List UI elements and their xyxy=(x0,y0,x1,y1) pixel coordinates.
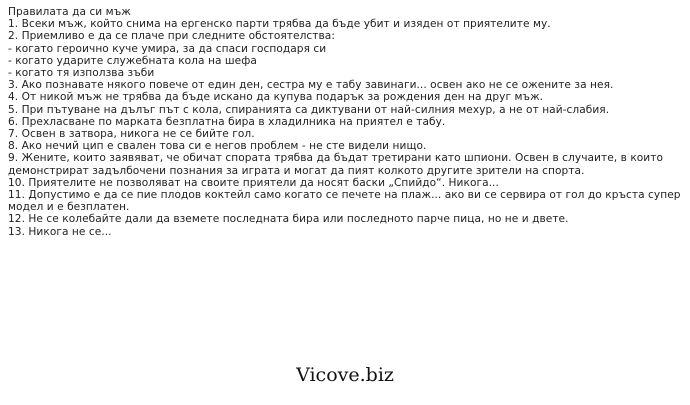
rule-line: 7. Освен в затвора, никога не се бийте гол. xyxy=(8,128,255,141)
rule-line: 5. При пътуване на дълъг път с кола, спиранията са диктувани от най-силния мехур, а не от най-слабия. xyxy=(8,103,610,116)
rule-line: 11. Допустимо е да се пие плодов коктейл само когато се печете на плаж... ако ви се сервира от гол до кръста супер модел и е безплатен. xyxy=(8,189,681,214)
rule-subitem: - когато тя използва зъби xyxy=(8,67,155,80)
document-title: Правилата да си мъж xyxy=(8,6,131,18)
rule-subitem: - когато ударите служебната кола на шефа xyxy=(8,54,257,67)
rule-line: 13. Никога не се... xyxy=(8,225,112,238)
document-body xyxy=(8,6,682,238)
rule-line: 1. Всеки мъж, който снима на ергенско парти трябва да бъде убит и изяден от приятелите му. xyxy=(8,18,551,31)
rule-line: 9. Жените, които заявяват, че обичат спората трябва да бъдат третирани като шпиони. Освен в случаите, в които демонстрират задълбочени познания за играта и могат да пият колкото другите зрители на спорта. xyxy=(8,152,663,177)
rule-subitem: - когато героично куче умира, за да спаси господаря си xyxy=(8,42,327,55)
rule-line: 12. Не се колебайте дали да вземете последната бира или последното парче пица, но не и двете. xyxy=(8,213,569,226)
rule-line: 10. Приятелите не позволяват на своите приятели да носят баски „Спийдо“. Никога... xyxy=(8,176,499,189)
rule-line: 3. Ако познавате някого повече от един ден, сестра му е табу завинаги... освен ако не се ожените за нея. xyxy=(8,79,614,92)
rule-line: 8. Ако нечий цип е свален това си е негов проблем - не сте видели нищо. xyxy=(8,140,427,153)
rule-line: 6. Прехласване по марката безплатна бира в хладилника на приятел е табу. xyxy=(8,115,446,128)
rule-line: 2. Приемливо е да се плаче при следните обстоятелства: xyxy=(8,30,335,43)
rule-line: 4. От никой мъж не трябва да бъде искано да купува подарък за рождения ден на друг мъж. xyxy=(8,91,544,104)
site-watermark: Vicove.biz xyxy=(296,364,394,386)
